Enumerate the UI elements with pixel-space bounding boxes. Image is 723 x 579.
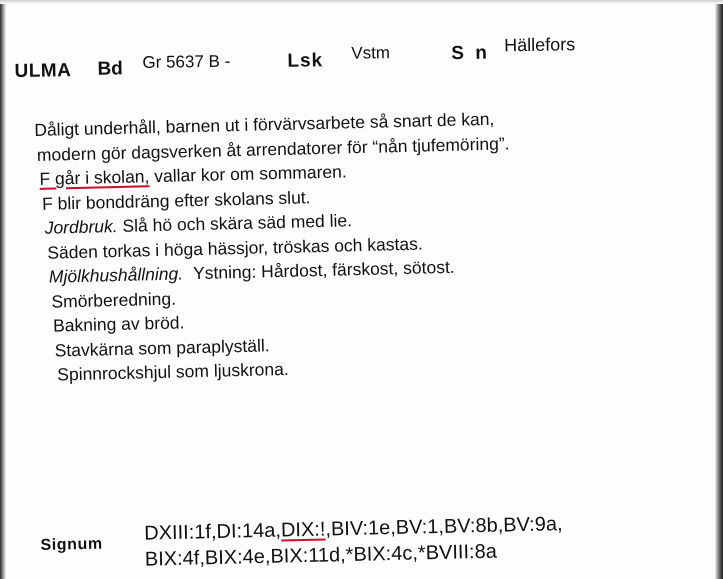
body-line-1: Dåligt underhåll, barnen ut i förvärvsarbete så snart de kan, [34, 108, 495, 140]
body-line-9: Bakning av bröd. [52, 312, 185, 336]
signum-codes-line-1-end: ,BIV:1e,BV:1,BV:8b,BV:9a, [325, 513, 563, 541]
signum-underlined-code: DIX:! [280, 518, 326, 542]
body-line-10: Stavkärna som paraplyställ. [54, 334, 270, 361]
sn-label: S n [451, 42, 491, 65]
bd-label: Bd [97, 58, 123, 80]
section-heading-mjolkhushallning: Mjölkhushållning. [48, 263, 184, 287]
lsk-label: Lsk [287, 50, 324, 72]
lsk-value: Vstm [351, 43, 391, 63]
card-header [14, 27, 715, 82]
signum-codes-line-1-start: DXIII:1f,DI:14a, [144, 519, 282, 545]
body-line-3-rest: vallar kor om sommaren. [149, 161, 347, 187]
card-right-edge [715, 0, 723, 579]
body-line-5-rest: Slå hö och skära säd med lie. [117, 210, 353, 236]
archive-label: ULMA [14, 60, 72, 82]
body-line-11: Spinnrockshjul som ljuskrona. [57, 358, 289, 385]
signum-codes-line-2: BIX:4f,BIX:4e,BIX:11d,*BIX:4c,*BVIII:8a [144, 540, 498, 571]
section-heading-jordbruk: Jordbruk. [44, 215, 118, 238]
body-line-6: Säden torkas i höga hässjor, tröskas och kastas. [47, 233, 423, 263]
body-line-4: F blir bonddräng efter skolans slut. [41, 186, 311, 214]
card-left-edge [0, 0, 6, 579]
body-line-8: Smörberedning. [51, 288, 177, 312]
signum-section [40, 507, 723, 571]
card-top-edge [0, 0, 723, 4]
signum-codes-line-1 [144, 513, 563, 545]
body-line-7-rest: Ystning: Hårdost, färskost, sötost. [192, 256, 455, 284]
sn-value: Hällefors [504, 34, 576, 56]
bd-value: Gr 5637 B - [142, 51, 231, 72]
underlined-phrase: F går i skolan, [39, 166, 150, 189]
card-body [34, 102, 700, 388]
signum-label: Signum [40, 535, 103, 554]
body-line-2: modern gör dagsverken åt arrendatorer för “nån tjufemöring”. [36, 132, 510, 165]
